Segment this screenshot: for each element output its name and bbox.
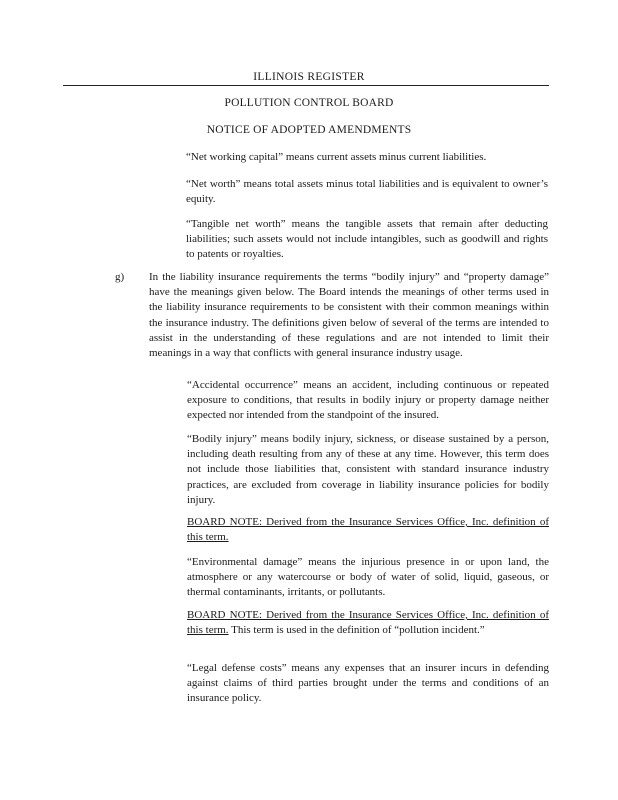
definition-environmental-damage: “Environmental damage” means the injurious presence in or upon land, the atmosphere or any watercourse or body of water of solid, liquid, gaseous, or thermal contaminants, irritants, or pollutants.	[187, 556, 549, 599]
board-note-2-rest: This term is used in the definition of “pollution incident.”	[228, 624, 485, 637]
definition-net-worth: “Net worth” means total assets minus total liabilities and is equivalent to owner’s equity.	[186, 178, 548, 206]
definition-net-working-capital: “Net working capital” means current assets minus current liabilities.	[186, 151, 487, 163]
section-marker-g: g)	[115, 271, 125, 283]
definition-accidental-occurrence: “Accidental occurrence” means an accident, including continuous or repeated exposure to conditions, that results in bodily injury or property damage neither expected nor intended from the standpoint of the insured.	[187, 379, 549, 422]
notice-title: NOTICE OF ADOPTED AMENDMENTS	[206, 124, 412, 136]
board-note-2	[187, 608, 549, 638]
board-note-2-underlined: BOARD NOTE: Derived from the Insurance Services Office, Inc. definition of this term.	[187, 609, 549, 637]
board-name: POLLUTION CONTROL BOARD	[224, 97, 394, 109]
definition-tangible-net-worth: “Tangible net worth” means the tangible assets that remain after deducting liabilities; such assets would not include intangibles, such as goodwill and rights to patents or royalties.	[186, 218, 548, 261]
header-rule	[63, 85, 549, 86]
register-title: ILLINOIS REGISTER	[253, 71, 365, 83]
board-note-1: BOARD NOTE: Derived from the Insurance Services Office, Inc. definition of this term.	[187, 516, 549, 544]
definition-bodily-injury: “Bodily injury” means bodily injury, sickness, or disease sustained by a person, including death resulting from any of these at any time. However, this term does not include those liabilities that, consistent with standard insurance industry practices, are excluded from coverage in liability insurance policies for bodily injury.	[187, 433, 549, 506]
definition-legal-defense-costs: “Legal defense costs” means any expenses that an insurer incurs in defending against claims of third parties brought under the terms and conditions of an insurance policy.	[187, 662, 549, 705]
section-g-text: In the liability insurance requirements the terms “bodily injury” and “property damage” have the meanings given below. The Board intends the meanings of other terms used in the liability insurance requirements to be consistent with their common meanings within the insurance industry. The definitions given below of several of the terms are intended to assist in the understanding of these regulations and are not intended to limit their meanings in a way that conflicts with general insurance industry usage.	[149, 271, 549, 360]
